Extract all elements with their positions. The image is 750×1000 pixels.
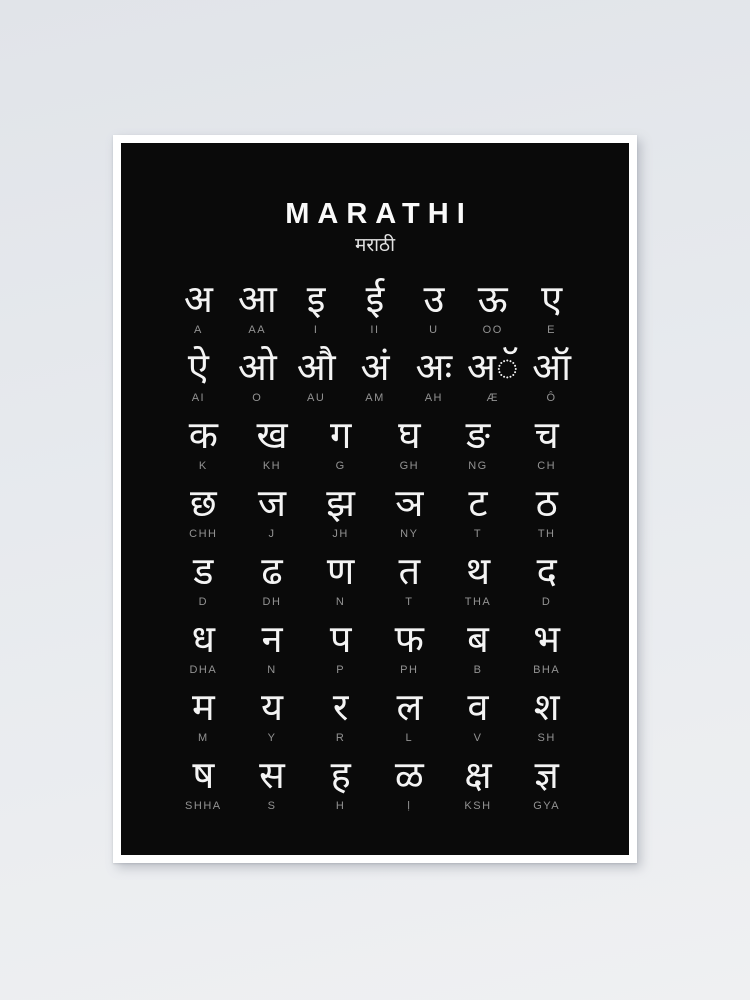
transliteration-label: ḷ (407, 800, 412, 812)
transliteration-label: DHA (189, 664, 218, 676)
letter-cell (169, 271, 228, 339)
letter-cell (444, 407, 513, 475)
letter-cell (228, 339, 287, 407)
transliteration-label: NY (400, 528, 419, 540)
transliteration-label: SHHA (185, 800, 222, 812)
letter-row (169, 679, 581, 747)
devanagari-letter: ब (467, 617, 489, 661)
letter-cell (169, 679, 238, 747)
letter-cell (375, 475, 444, 543)
letter-cell (346, 271, 405, 339)
transliteration-label: O (252, 392, 263, 404)
devanagari-letter: झ (326, 481, 356, 525)
letter-cell (444, 475, 513, 543)
chart-subtitle-devanagari: मराठी (354, 235, 395, 256)
transliteration-label: E (547, 324, 556, 336)
transliteration-label: KH (262, 460, 282, 472)
transliteration-label: B (473, 664, 483, 676)
transliteration-label: NG (468, 460, 488, 472)
letter-cell (306, 747, 375, 815)
devanagari-letter: ण (326, 549, 355, 593)
transliteration-label: AA (248, 324, 267, 336)
letter-cell (375, 679, 444, 747)
transliteration-label: SH (537, 732, 556, 744)
devanagari-letter: ह (330, 753, 351, 797)
letter-row (169, 747, 581, 815)
devanagari-letter: ज (257, 481, 287, 525)
devanagari-letter: प (329, 617, 352, 661)
transliteration-label: T (473, 528, 483, 540)
letter-cell (238, 747, 307, 815)
letter-row (169, 475, 581, 543)
letter-cell (238, 475, 307, 543)
transliteration-label: CHH (189, 528, 218, 540)
transliteration-label: S (267, 800, 277, 812)
devanagari-letter: ड (193, 549, 214, 593)
letter-row (169, 407, 581, 475)
transliteration-label: PH (400, 664, 419, 676)
letter-cell (522, 271, 581, 339)
devanagari-letter: इ (306, 277, 326, 321)
devanagari-letter: ष (192, 753, 215, 797)
letter-cell (512, 679, 581, 747)
transliteration-label: I (313, 324, 319, 336)
devanagari-letter: ढ (261, 549, 283, 593)
devanagari-letter: ञ (395, 481, 424, 525)
devanagari-letter: घ (398, 413, 421, 457)
letter-row (169, 543, 581, 611)
transliteration-label: A (194, 324, 203, 336)
transliteration-label: THA (464, 596, 492, 608)
letter-row (169, 611, 581, 679)
devanagari-letter: ङ (465, 413, 491, 457)
transliteration-label: Ô (546, 392, 557, 404)
devanagari-letter: ल (396, 685, 423, 729)
letter-cell (287, 271, 346, 339)
letter-cell (522, 339, 581, 407)
transliteration-label: JH (332, 528, 349, 540)
letter-cell (404, 271, 463, 339)
letter-cell (463, 339, 522, 407)
devanagari-letter: भ (533, 617, 561, 661)
transliteration-label: J (268, 528, 276, 540)
transliteration-label: U (429, 324, 439, 336)
devanagari-letter: व (467, 685, 489, 729)
letter-cell (287, 339, 346, 407)
letter-cell (238, 679, 307, 747)
devanagari-letter: र (332, 685, 349, 729)
transliteration-label: AH (424, 392, 443, 404)
letter-cell (169, 475, 238, 543)
letter-cell (346, 339, 405, 407)
letter-cell (444, 679, 513, 747)
devanagari-letter: ए (541, 277, 563, 321)
transliteration-label: AU (306, 392, 326, 404)
transliteration-label: L (405, 732, 414, 744)
transliteration-label: H (335, 800, 346, 812)
transliteration-label: V (473, 732, 483, 744)
letter-cell (306, 543, 375, 611)
transliteration-label: DH (262, 596, 282, 608)
letter-cell (238, 611, 307, 679)
devanagari-letter: अः (415, 345, 453, 389)
letter-cell (238, 543, 307, 611)
devanagari-letter: श (533, 685, 560, 729)
transliteration-label: GYA (533, 800, 561, 812)
devanagari-letter: ट (468, 481, 488, 525)
devanagari-letter: छ (190, 481, 217, 525)
letter-cell (512, 747, 581, 815)
devanagari-letter: म (191, 685, 215, 729)
transliteration-label: Y (267, 732, 277, 744)
letter-cell (512, 611, 581, 679)
transliteration-label: T (405, 596, 414, 608)
transliteration-label: II (370, 324, 380, 336)
chart-title: MARATHI (285, 198, 473, 230)
devanagari-letter: थ (465, 549, 491, 593)
letter-cell (463, 271, 522, 339)
devanagari-letter: अॅ (466, 345, 519, 389)
letter-cell (228, 271, 287, 339)
devanagari-letter: त (398, 549, 421, 593)
transliteration-label: G (335, 460, 346, 472)
devanagari-letter: च (534, 413, 559, 457)
devanagari-letter: ज्ञ (534, 753, 559, 797)
transliteration-label: P (336, 664, 346, 676)
letter-cell (444, 747, 513, 815)
letter-cell (444, 543, 513, 611)
devanagari-letter: ध (191, 617, 216, 661)
devanagari-letter: ओ (237, 345, 277, 389)
poster (113, 135, 637, 863)
letter-cell (512, 407, 581, 475)
transliteration-label: R (335, 732, 346, 744)
transliteration-label: D (198, 596, 209, 608)
letter-cell (169, 407, 238, 475)
letter-cell (444, 611, 513, 679)
devanagari-letter: ऑ (532, 345, 571, 389)
devanagari-letter: स (259, 753, 285, 797)
transliteration-label: CH (537, 460, 557, 472)
transliteration-label: N (335, 596, 346, 608)
letter-cell (375, 543, 444, 611)
transliteration-label: KSH (464, 800, 492, 812)
letter-cell (512, 475, 581, 543)
letter-cell (375, 747, 444, 815)
devanagari-letter: अ (183, 277, 213, 321)
transliteration-label: BHA (533, 664, 561, 676)
devanagari-letter: उ (423, 277, 445, 321)
letter-cell (404, 339, 463, 407)
transliteration-label: TH (537, 528, 556, 540)
letter-cell (512, 543, 581, 611)
devanagari-letter: क्ष (464, 753, 492, 797)
devanagari-letter: ळ (394, 753, 424, 797)
transliteration-label: D (541, 596, 552, 608)
letter-cell (375, 611, 444, 679)
transliteration-label: Æ (486, 392, 499, 404)
devanagari-letter: ई (365, 277, 385, 321)
letter-cell (169, 611, 238, 679)
letter-cell (375, 407, 444, 475)
devanagari-letter: न (261, 617, 283, 661)
devanagari-letter: द (536, 549, 557, 593)
letter-cell (169, 543, 238, 611)
letter-grid (169, 271, 581, 815)
letter-row (169, 339, 581, 407)
transliteration-label: GH (399, 460, 420, 472)
transliteration-label: K (198, 460, 208, 472)
alphabet-chart (121, 143, 629, 855)
letter-cell (238, 407, 307, 475)
letter-cell (169, 339, 228, 407)
devanagari-letter: औ (296, 345, 336, 389)
devanagari-letter: आ (237, 277, 277, 321)
transliteration-label: AM (365, 392, 385, 404)
devanagari-letter: ठ (535, 481, 558, 525)
letter-row (169, 271, 581, 339)
devanagari-letter: ख (256, 413, 288, 457)
devanagari-letter: ग (329, 413, 352, 457)
letter-cell (169, 747, 238, 815)
devanagari-letter: ऊ (477, 277, 508, 321)
letter-cell (306, 407, 375, 475)
transliteration-label: N (267, 664, 277, 676)
devanagari-letter: य (260, 685, 284, 729)
devanagari-letter: क (188, 413, 218, 457)
letter-cell (306, 475, 375, 543)
transliteration-label: AI (191, 392, 206, 404)
letter-cell (306, 611, 375, 679)
devanagari-letter: अं (360, 345, 390, 389)
devanagari-letter: फ (394, 617, 424, 661)
transliteration-label: OO (482, 324, 503, 336)
transliteration-label: M (197, 732, 209, 744)
devanagari-letter: ऐ (187, 345, 209, 389)
letter-cell (306, 679, 375, 747)
